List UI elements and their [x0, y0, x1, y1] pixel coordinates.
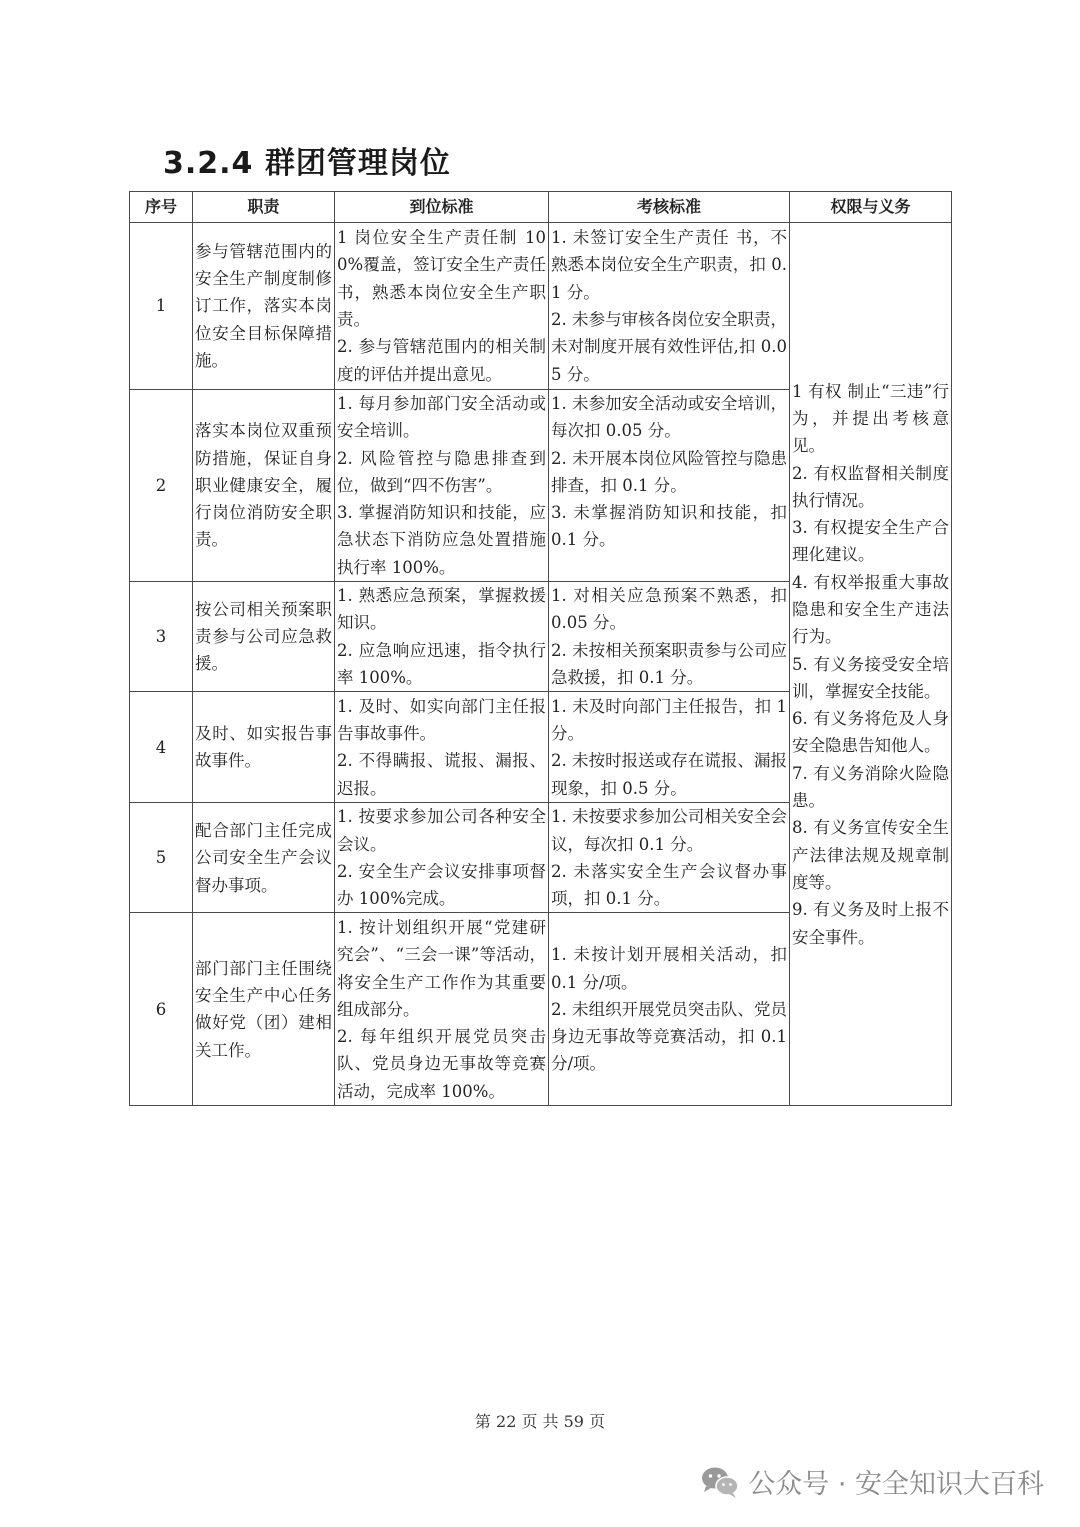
rights-item: 5. 有义务接受安全培训，掌握安全技能。	[792, 654, 949, 701]
assessment-item: 1. 对相关应急预案不熟悉，扣 0.05 分。	[551, 586, 787, 633]
header-standard: 到位标准	[335, 192, 549, 223]
header-rights: 权限与义务	[790, 192, 952, 223]
row-seq: 1	[130, 223, 193, 390]
table-row	[130, 223, 952, 390]
standard-item: 1. 熟悉应急预案，掌握救援知识。	[337, 586, 546, 633]
assessment-item: 2. 未组织开展党员突击队、党员身边无事故等竞赛活动，扣 0.1 分/项。	[551, 999, 787, 1074]
row-standard	[335, 803, 549, 913]
standard-item: 2. 每年组织开展党员突击队、党员身边无事故等竞赛活动，完成率 100%。	[337, 1027, 546, 1101]
row-seq: 2	[130, 390, 193, 582]
header-assessment: 考核标准	[549, 192, 790, 223]
row-assessment	[549, 692, 790, 803]
section-title: 3.2.4 群团管理岗位	[163, 146, 451, 181]
wechat-icon	[700, 1465, 740, 1499]
standard-item: 2. 不得瞒报、谎报、漏报、迟报。	[337, 751, 546, 798]
row-standard	[335, 390, 549, 582]
rights-item: 2. 有权监督相关制度执行情况。	[792, 463, 949, 510]
assessment-item: 1. 未按计划开展相关活动，扣 0.1 分/项。	[551, 945, 787, 992]
standard-item: 1. 及时、如实向部门主任报告事故事件。	[337, 696, 546, 743]
standard-item: 1. 按要求参加公司各种安全会议。	[337, 807, 546, 854]
assessment-item: 2. 未开展本岗位风险管控与隐患排查，扣 0.1 分。	[551, 448, 787, 495]
standard-item: 3. 掌握消防知识和技能，应急状态下消防应急处置措施执行率 100%。	[337, 503, 546, 577]
row-assessment	[549, 582, 790, 692]
row-duty: 配合部门主任完成公司安全生产会议督办事项。	[193, 803, 335, 913]
assessment-item: 1. 未参加安全活动或安全培训，每次扣 0.05 分。	[551, 394, 787, 441]
row-duty: 参与管辖范围内的安全生产制度制修订工作，落实本岗位安全目标保障措施。	[193, 223, 335, 390]
rights-item: 7. 有义务消除火险隐患。	[792, 763, 949, 811]
standard-item: 1. 每月参加部门安全活动或安全培训。	[337, 394, 546, 441]
row-standard	[335, 582, 549, 692]
row-assessment	[549, 803, 790, 913]
page-footer: 第 22 页 共 59 页	[474, 1412, 606, 1431]
row-duty: 按公司相关预案职责参与公司应急救援。	[193, 582, 335, 692]
standard-item: 2. 参与管辖范围内的相关制度的评估并提出意见。	[337, 337, 546, 384]
row-seq: 3	[130, 582, 193, 692]
assessment-item: 1. 未及时向部门主任报告，扣 1 分。	[551, 696, 787, 743]
header-seq: 序号	[130, 192, 193, 223]
standard-item: 2. 风险管控与隐患排查到位，做到“四不伤害”。	[337, 448, 546, 495]
responsibility-table	[129, 191, 952, 1106]
row-duty: 及时、如实报告事故事件。	[193, 692, 335, 803]
table-header-row	[130, 192, 952, 223]
standard-item: 1 岗位安全生产责任制 100%覆盖，签订安全生产责任书，熟悉本岗位安全生产职责。	[337, 228, 546, 329]
header-duty: 职责	[193, 192, 335, 223]
rights-item: 1 有权 制止“三违”行为，并提出考核意见。	[792, 381, 949, 456]
standard-item: 2. 应急响应迅速，指令执行率 100%。	[337, 640, 546, 687]
assessment-item: 2. 未落实安全生产会议督办事项，扣 0.1 分。	[551, 861, 787, 909]
assessment-item: 3. 未掌握消防知识和技能，扣 0.1 分。	[551, 503, 787, 550]
rights-item: 6. 有义务将危及人身安全隐患告知他人。	[792, 709, 949, 756]
watermark	[700, 1462, 1044, 1501]
row-assessment	[549, 913, 790, 1106]
standard-item: 1. 按计划组织开展“党建研究会”、“三会一课”等活动，将安全生产工作作为其重要组成部分。	[337, 917, 546, 1019]
row-seq: 6	[130, 913, 193, 1106]
assessment-item: 2. 未参与审核各岗位安全职责，未对制度开展有效性评估,扣 0.05 分。	[551, 310, 787, 384]
rights-item: 9. 有义务及时上报不安全事件。	[792, 900, 949, 947]
row-standard	[335, 223, 549, 390]
row-duty: 部门部门主任围绕安全生产中心任务做好党（团）建相关工作。	[193, 913, 335, 1106]
rights-item: 3. 有权提安全生产合理化建议。	[792, 518, 949, 565]
row-assessment	[549, 223, 790, 390]
row-assessment	[549, 390, 790, 582]
rights-item: 4. 有权举报重大事故隐患和安全生产违法行为。	[792, 572, 949, 647]
rights-item: 8. 有义务宣传安全生产法律法规及规章制度等。	[792, 818, 949, 892]
assessment-item: 2. 未按相关预案职责参与公司应急救援，扣 0.1 分。	[551, 640, 787, 687]
row-standard	[335, 692, 549, 803]
rights-cell	[790, 223, 952, 1106]
row-seq: 4	[130, 692, 193, 803]
row-duty: 落实本岗位双重预防措施，保证自身职业健康安全，履行岗位消防安全职责。	[193, 390, 335, 582]
row-seq: 5	[130, 803, 193, 913]
assessment-item: 1. 未按要求参加公司相关安全会议，每次扣 0.1 分。	[551, 807, 787, 854]
standard-item: 2. 安全生产会议安排事项督办 100%完成。	[337, 861, 546, 909]
watermark-text: 公众号 · 安全知识大百科	[748, 1469, 1044, 1500]
assessment-item: 2. 未按时报送或存在谎报、漏报现象，扣 0.5 分。	[551, 751, 787, 798]
assessment-item: 1. 未签订安全生产责任 书，不熟悉本岗位安全生产职责，扣 0.1 分。	[551, 228, 787, 302]
row-standard	[335, 913, 549, 1106]
